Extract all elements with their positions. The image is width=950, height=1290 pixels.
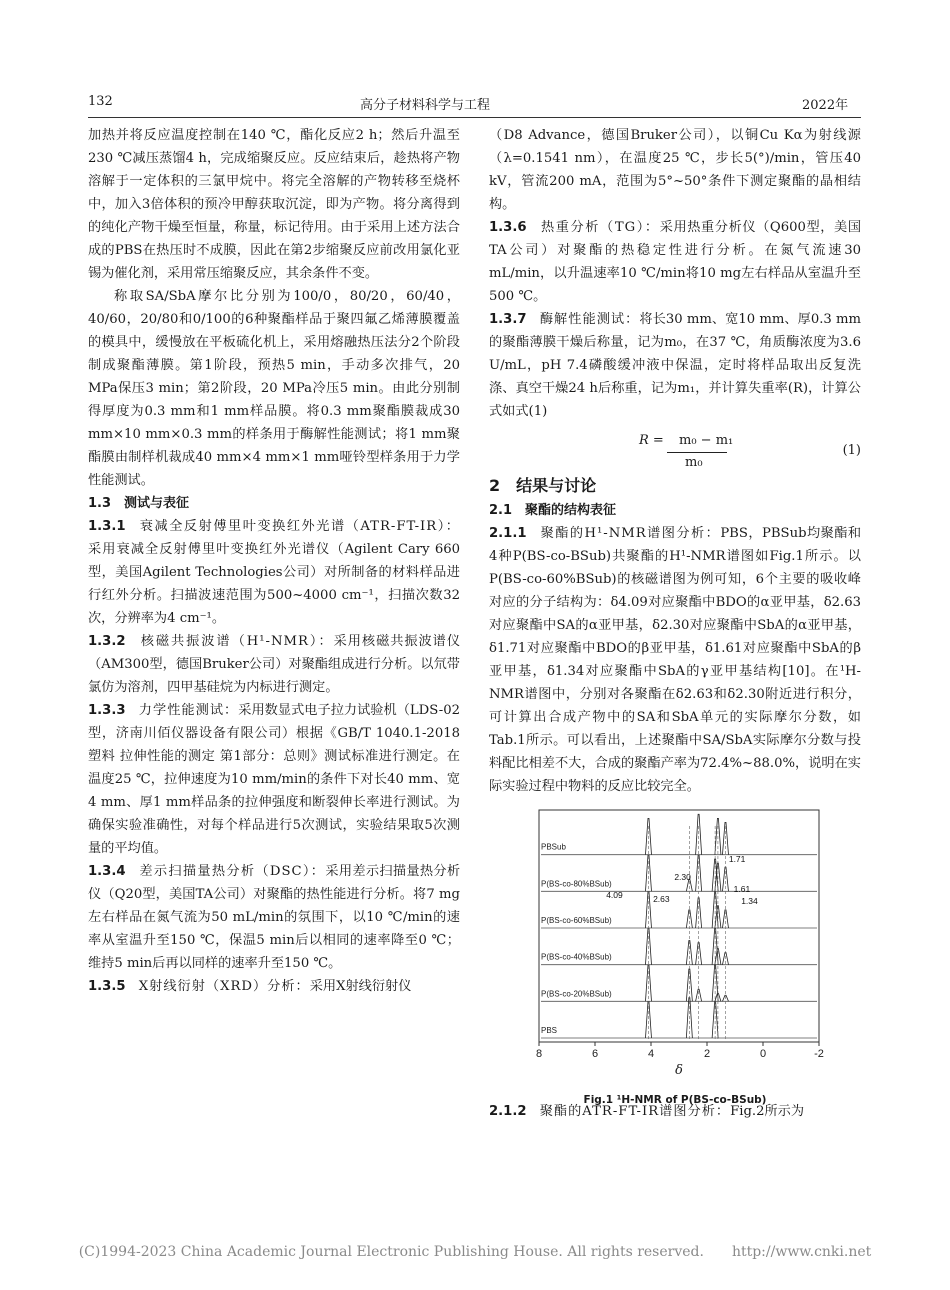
subsection-body: 采用X射线衍射仪 — [309, 979, 412, 994]
series-label: P(BS-co-80%BSub) — [541, 879, 612, 889]
subsection-body: 采用热重分析仪（Q600型，美国TA公司）对聚酯的热稳定性进行分析。在氮气流速30 mL/min，以升温速率10 ℃/min将10 mg左右样品从室温升至500 ℃。 — [489, 220, 862, 304]
subsection-1-3-2 — [88, 630, 460, 699]
subsection-title: 酶解性能测试： — [539, 312, 640, 327]
series-label: PBS — [541, 1026, 558, 1035]
subsection-heading: 2.1 聚酯的结构表征 — [489, 503, 617, 518]
x-tick-label: 4 — [647, 1048, 655, 1060]
subsection-body: 采用差示扫描量热分析仪（Q20型，美国TA公司）对聚酯的热性能进行分析。将7 mg左右样品在氮气流为50 mL/min的氛围下，以10 ℃/min的速率从室温升至150 ℃，保温5 min后以相同的速率降至0 ℃；维持5 min后再以同样的速率升至150 ℃。 — [88, 864, 461, 971]
figure-caption: Fig.1 ¹H-NMR of P(BS-co-BSub) — [583, 1094, 767, 1106]
subsection-title: X射线衍射（XRD）分析： — [138, 979, 310, 994]
subsection-number: 1.3.1 — [88, 519, 126, 534]
publication-year: 2022年 — [802, 98, 849, 113]
subsection-body: 将长30 mm、宽10 mm、厚0.3 mm的聚酯薄膜干燥后称量，记为m₀，在37 ℃，角质酶浓度为3.6 U/mL，pH 7.4磷酸缓冲液中保温，定时将样品取出反复洗涤、真空干燥24 h后称重，记为m₁，并计算失重率(R)，计算公式如式(1) — [489, 312, 862, 419]
subsection-title: 差示扫描量热分析（DSC）： — [139, 864, 326, 879]
x-tick-label: 6 — [591, 1048, 599, 1060]
x-tick-label: -2 — [814, 1048, 824, 1060]
peak-annotation: 4.09 — [606, 890, 623, 900]
footer-copyright: (C)1994-2023 China Academic Journal Electronic Publishing House. All rights reserved. http://www.cnki.net — [78, 1244, 872, 1260]
page-number: 132 — [88, 94, 113, 109]
peak-annotation: 2.30 — [674, 872, 691, 882]
subsection-number: 1.3.7 — [489, 312, 527, 327]
nmr-chart — [489, 802, 861, 1084]
peak-annotation: 1.34 — [741, 896, 758, 906]
subsection-1-3-4 — [88, 860, 460, 975]
x-tick-label: 2 — [703, 1048, 711, 1060]
equation-denominator: m₀ — [685, 455, 703, 470]
subsection-title: 聚酯的H¹-NMR谱图分析： — [540, 526, 721, 541]
journal-title: 高分子材料科学与工程 — [360, 98, 491, 113]
figure-1 — [489, 802, 861, 1106]
section-heading: 2 结果与讨论 — [489, 476, 597, 495]
peak-annotation: 1.61 — [733, 884, 751, 894]
series-label: P(BS-co-60%BSub) — [541, 916, 612, 925]
subsection-number: 1.3.5 — [88, 979, 126, 994]
peak-annotation: 2.63 — [653, 894, 670, 904]
subsection-number: 1.3.4 — [88, 864, 126, 879]
subsection-body: 采用数显式电子拉力试验机（LDS-02型，济南川佰仪器设备有限公司）根据《GB/T 1040.1-2018 塑料 拉伸性能的测定 第1部分：总则》测试标准进行测定。在温度25 ℃，拉伸速度为10 mm/min的条件下对长40 mm、宽4 mm、厚1 mm样品条的拉伸强度和断裂伸长率进行测试。为确保实验准确性，对每个样品进行5次测试，实验结果取5次测量的平均值。 — [88, 703, 461, 856]
paragraph: 加热并将反应温度控制在140 ℃，酯化反应2 h；然后升温至230 ℃减压蒸馏4 h，完成缩聚反应。反应结束后，趁热将产物溶解于一定体积的三氯甲烷中。将完全溶解的产物转移至烧杯中，加入3倍体积的预冷甲醇获取沉淀，即为产物。将分离得到的纯化产物干燥至恒量，称量，标记待用。由于采用上述方法合成的PBS在热压时不成膜，因此在第2步缩聚反应前改用氯化亚锡为催化剂，采用常压缩聚反应，其余条件不变。 — [88, 128, 460, 281]
subsection-number: 2.1.1 — [489, 526, 527, 541]
equation-number: (1) — [842, 443, 861, 458]
equation-1 — [489, 423, 861, 473]
x-tick-label: 0 — [759, 1048, 767, 1060]
subsection-number: 1.3.2 — [88, 634, 126, 649]
header-rule — [88, 117, 861, 118]
subsection-1-3-3 — [88, 699, 460, 860]
subsection-number: 1.3.6 — [489, 220, 527, 235]
subsection-2-1-1 — [489, 522, 861, 798]
subsection-1-3-6 — [489, 216, 861, 308]
subsection-title: 衰减全反射傅里叶变换红外光谱（ATR-FT-IR）： — [139, 519, 460, 534]
series-label: P(BS-co-20%BSub) — [541, 989, 612, 999]
subsection-title: 核磁共振波谱（H¹-NMR）： — [140, 634, 334, 649]
subsection-body: Fig.2所示为 — [730, 1104, 805, 1119]
equation-numerator: m₀ − m₁ — [679, 433, 734, 448]
paragraph: 称取SA/SbA摩尔比分别为100/0，80/20，60/40，40/60，20/80和0/100的6种聚酯样品于聚四氟乙烯薄膜覆盖的模具中，缓慢放在平板硫化机上，采用熔融热压法分2个阶段制成聚酯薄膜。第1阶段，预热5 min，手动多次排气，20 MPa保压3 min；第2阶段，20 MPa冷压5 min。由此分别制得厚度为0.3 mm和1 mm样品膜。将0.3 mm聚酯膜裁成30 mm×10 mm×0.3 mm的样条用于酶解性能测试；将1 mm聚酯膜由制样机裁成40 mm×4 mm×1 mm哑铃型样条用于力学性能测试。 — [88, 289, 460, 488]
x-axis-label: δ — [675, 1063, 683, 1078]
paragraph: （D8 Advance，德国Bruker公司），以铜Cu Kα为射线源（λ=0.1541 nm），在温度25 ℃，步长5(°)/min，管压40 kV，管流200 mA，范围为5°~50°条件下测定聚酯的晶相结构。 — [489, 128, 861, 212]
subsection-number: 1.3.3 — [88, 703, 126, 718]
subsection-1-3-5 — [88, 975, 460, 998]
subsection-title: 热重分析（TG）： — [540, 220, 660, 235]
section-heading: 1.3 测试与表征 — [88, 496, 190, 511]
subsection-title: 力学性能测试： — [138, 703, 239, 718]
subsection-1-3-1 — [88, 515, 460, 630]
right-column — [489, 124, 861, 1123]
equation-lhs: R = — [639, 433, 664, 448]
peak-annotation: 1.71 — [728, 854, 746, 864]
subsection-1-3-7 — [489, 308, 861, 423]
plot-frame — [539, 810, 819, 1042]
series-label: PBSub — [541, 842, 566, 852]
series-label: P(BS-co-40%BSub) — [541, 952, 612, 962]
subsection-number: 2.1.2 — [489, 1104, 527, 1119]
subsection-body: 采用衰减全反射傅里叶变换红外光谱仪（Agilent Cary 660型，美国Agilent Technologies公司）对所制备的材料样品进行红外分析。扫描波速范围为500~4000 cm⁻¹，扫描次数32次，分辨率为4 cm⁻¹。 — [88, 542, 460, 626]
x-tick-label: 8 — [535, 1048, 543, 1060]
subsection-body: 采用核磁共振波谱仪（AM300型，德国Bruker公司）对聚酯组成进行分析。以氘带氯仿为溶剂，四甲基硅烷为内标进行测定。 — [88, 634, 461, 695]
subsection-title: 聚酯的ATR-FT-IR谱图分析： — [539, 1104, 731, 1119]
subsection-body: PBS，PBSub均聚酯和4种P(BS-co-BSub)共聚酯的H¹-NMR谱图如Fig.1所示。以P(BS-co-60%BSub)的核磁谱图为例可知，6个主要的吸收峰对应的分子结构为：δ4.09对应聚酯中BDO的α亚甲基，δ2.63对应聚酯中SA的α亚甲基，δ2.30对应聚酯中SbA的α亚甲基，δ1.71对应聚酯中BDO的β亚甲基，δ1.61对应聚酯中SbA的β亚甲基，δ1.34对应聚酯中SbA的γ亚甲基结构[10]。在¹H-NMR谱图中，分别对各聚酯在δ2.63和δ2.30附近进行积分，可计算出合成产物中的SA和SbA单元的实际摩尔分数，如Tab.1所示。可以看出，上述聚酯中SA/SbA实际摩尔分数与投料配比相差不大，合成的聚酯产率为72.4%~88.0%，说明在实际实验过程中物料的反应比较完全。 — [489, 526, 862, 794]
left-column — [88, 124, 460, 998]
